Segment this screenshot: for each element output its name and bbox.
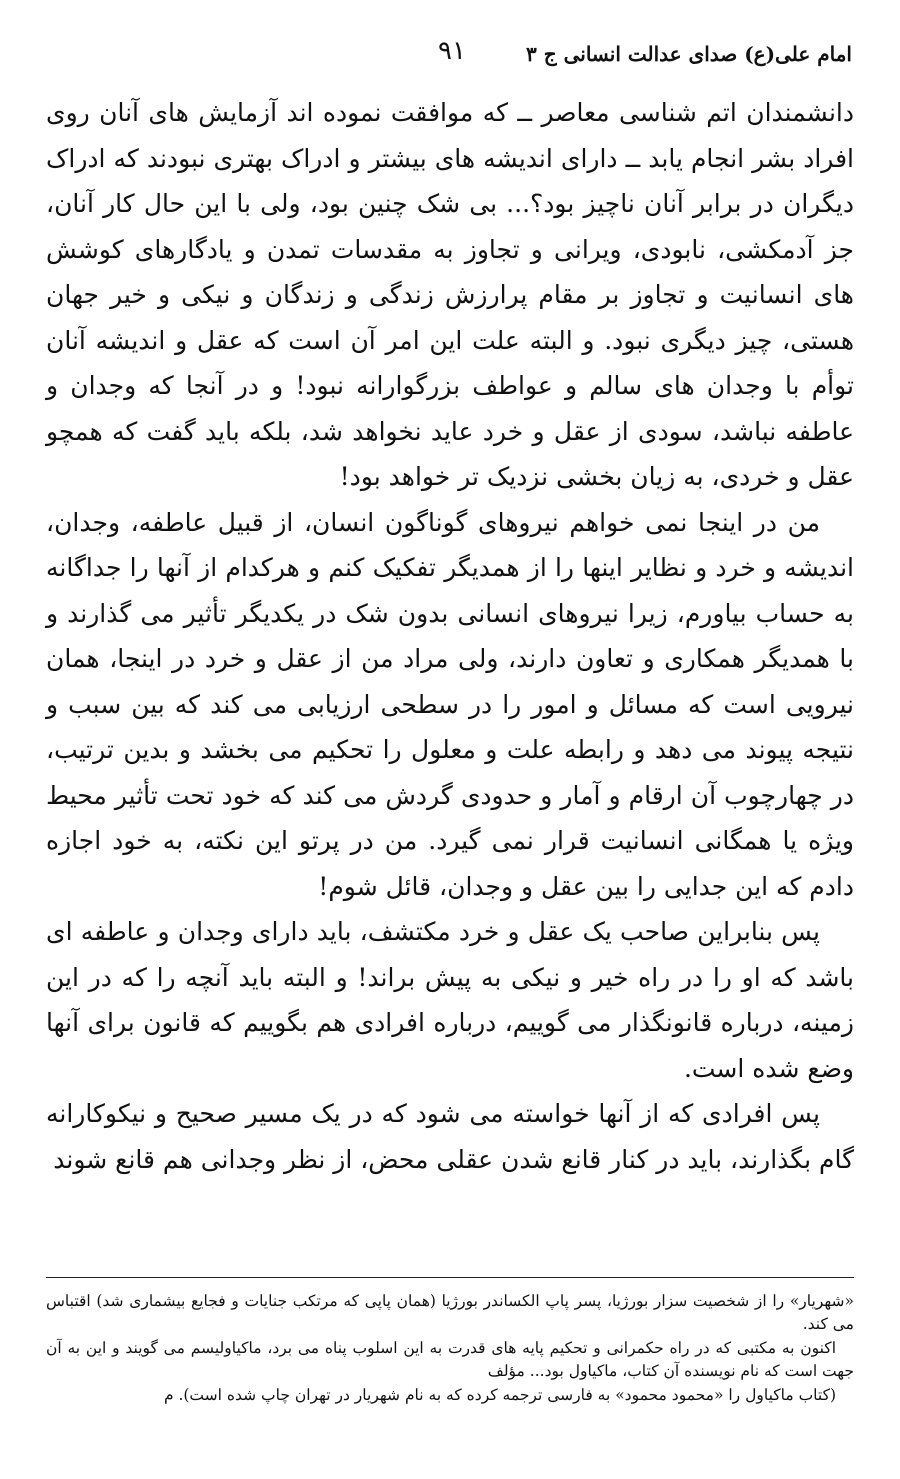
footnote-3: (کتاب ماکیاول را «محمود محمود» به فارسی ترجمه کرده که به نام شهریار در تهران چاپ شده است). م	[163, 1386, 836, 1404]
paragraph-4: پس افرادی که از آنها خواسته می شود که در یک مسیر صحیح و نیکوکارانه گام بگذارند، باید در کنار قانع شدن عقلی محض، از نظر وجدانی هم قانع شوند	[46, 1099, 854, 1174]
page-number: ۹۱	[438, 36, 466, 66]
footnote-2: اکنون به مکتبی که در راه حکمرانی و تحکیم پایه های قدرت به این اسلوب پناه می برد، ماکیاولیسم می گویند و این به آن جهت است که نام نویسنده آن کتاب، ماکیاول بود... مؤلف	[46, 1339, 854, 1380]
paragraph-2: من در اینجا نمی خواهم نیروهای گوناگون انسان، از قبیل عاطفه، وجدان، اندیشه و خرد و نظایر اینها را از همدیگر تفکیک کنم و هرکدام از آنها را جداگانه به حساب بیاورم، زیرا نیروهای انسانی بدون شک در یکدیگر تأثیر می گذارند و با همدیگر همکاری و تعاون دارند، ولی مراد من از عقل و خرد در اینجا، همان نیرویی است که مسائل و امور را در سطحی ارزیابی می کند که بین سبب و نتیجه پیوند می دهد و رابطه علت و معلول را تحکیم می بخشد و بدین ترتیب، در چهارچوب آن ارقام و آمار و حدودی گردش می کند که خود تحت تأثیر محیط ویژه یا همگانی انسانیت قرار نمی گیرد. من در پرتو این نکته، به خود اجازه دادم که این جدایی را بین عقل و وجدان، قائل شوم!	[46, 507, 854, 901]
running-title: امام علی(ع) صدای عدالت انسانی ج ۳	[526, 42, 852, 66]
paragraph-3: پس بنابراین صاحب یک عقل و خرد مکتشف، باید دارای وجدان و عاطفه ای باشد که او را در راه خیر و نیکی به پیش براند! و البته باید آنچه را که در این زمینه، درباره قانونگذار می گوییم، درباره افرادی هم بگوییم که قانون برای آنها وضع شده است.	[46, 917, 854, 1083]
footnote-1: «شهریار» را از شخصیت سزار بورژیا، پسر پاپ الکساندر بورژیا (همان پاپی که مرتکب جنایات و فجایع بیشماری شد) اقتباس می کند.	[46, 1292, 854, 1333]
footnote-divider	[46, 1277, 854, 1278]
paragraph-1: دانشمندان اتم شناسی معاصر ــ که موافقت نموده اند آزمایش های آنان روی افراد بشر انجام یابد ــ دارای اندیشه های بیشتر و ادراک بهتری نبودند که ادراک دیگران در برابر آنان ناچیز بود؟... بی شک چنین بود، ولی با این حال کار آنان، جز آدمکشی، نابودی، ویرانی و تجاوز به مقدسات تمدن و یادگارهای کوشش های انسانیت و تجاوز بر مقام پرارزش زندگی و زندگان و نیکی و خیر جهان هستی، چیز دیگری نبود. و البته علت این امر آن است که عقل و اندیشه آنان توأم با وجدان های سالم و عواطف بزرگوارانه نبود! و در آنجا که وجدان و عاطفه نباشد، سودی از عقل و خرد عاید نخواهد شد، بلکه باید گفت که همچو عقل و خردی، به زیان بخشی نزدیک تر خواهد بود!	[46, 98, 854, 491]
footnotes	[46, 1290, 854, 1409]
body-text	[46, 90, 854, 1182]
page-header	[48, 36, 852, 76]
